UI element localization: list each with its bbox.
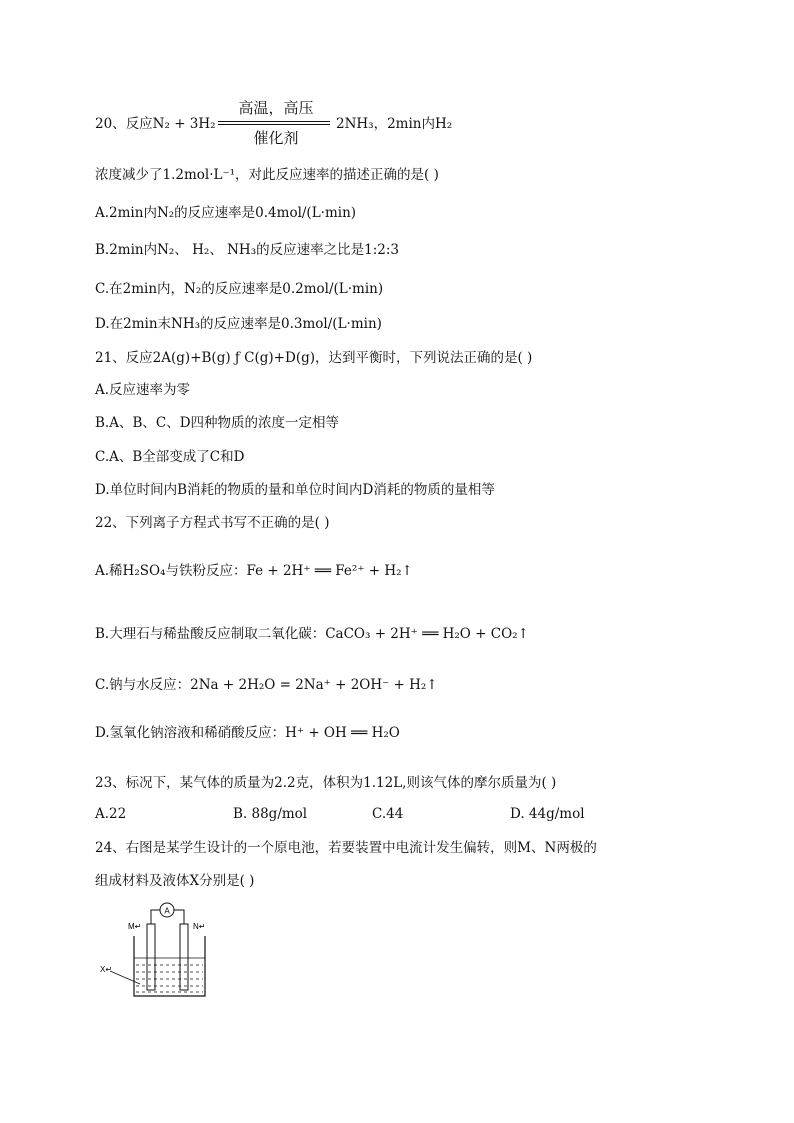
q23-option-d: D. 44g/mol	[510, 806, 585, 822]
electrode-n	[180, 924, 188, 990]
q23-option-c: C.44	[372, 806, 404, 822]
q21-option-a: A.反应速率为零	[95, 382, 191, 398]
q20-option-d: D.在2min末NH₃的反应速率是0.3mol/(L·min)	[95, 316, 382, 332]
q21-option-c: C.A、B全部变成了C和D	[95, 449, 245, 465]
label-m: M↵	[128, 922, 142, 931]
q20-option-b: B.2min内N₂、 H₂、 NH₃的反应速率之比是1:2:3	[95, 242, 399, 258]
beaker	[134, 936, 205, 996]
q20-condition-bottom: 催化剂	[253, 129, 299, 147]
q23-stem: 23、标况下，某气体的质量为2.2克，体积为1.12L,则该气体的摩尔质量为( )	[95, 775, 557, 791]
q20-arrow-top-bar	[218, 121, 330, 122]
q23-option-b: B. 88g/mol	[233, 806, 308, 822]
q20-stem: 浓度减少了1.2mol·L⁻¹，对此反应速率的描述正确的是( )	[95, 167, 439, 183]
electrode-m	[147, 924, 155, 990]
label-x: X↵	[100, 965, 113, 974]
q20-number: 20、	[95, 116, 126, 132]
q24-stem-line2: 组成材料及液体X分别是( )	[95, 873, 255, 889]
q22-option-c: C.钠与水反应：2Na + 2H₂O = 2Na⁺ + 2OH⁻ + H₂↑	[95, 677, 438, 693]
q20-condition-top: 高温，高压	[238, 99, 314, 117]
q20-equation-lead	[95, 115, 216, 133]
q22-stem: 22、下列离子方程式书写不正确的是( )	[95, 515, 330, 531]
q22-option-d: D.氢氧化钠溶液和稀硝酸反应：H⁺ + OH ══ H₂O	[95, 725, 400, 741]
label-n: N↵	[193, 922, 206, 931]
q20-arrow-bottom-bar	[218, 124, 330, 125]
q21-option-d: D.单位时间内B消耗的物质的量和单位时间内D消耗的物质的量相等	[95, 482, 495, 498]
q22-option-a: A.稀H₂SO₄与铁粉反应：Fe + 2H⁺ ══ Fe²⁺ + H₂↑	[95, 563, 413, 579]
q21-stem: 21、反应2A(g)+B(g) ƒ C(g)+D(g)，达到平衡时，下列说法正确的是( )	[95, 350, 533, 366]
q22-option-b: B.大理石与稀盐酸反应制取二氧化碳：CaCO₃ + 2H⁺ ══ H₂O + CO₂↑	[95, 626, 529, 642]
q20-option-c: C.在2min内，N₂的反应速率是0.2mol/(L·min)	[95, 281, 384, 297]
q20-reactants: 反应N₂ + 3H₂	[125, 116, 216, 132]
q24-stem-line1: 24、右图是某学生设计的一个原电池，若要装置中电流计发生偏转，则M、N两极的	[95, 840, 597, 856]
q20-products: 2NH₃，2min内H₂	[336, 116, 453, 132]
ammeter-label: A	[164, 906, 170, 916]
q23-option-a: A.22	[95, 806, 127, 822]
q20-option-a: A.2min内N₂的反应速率是0.4mol/(L·min)	[95, 205, 357, 221]
galvanic-cell-figure	[98, 896, 218, 1001]
q21-option-b: B.A、B、C、D四种物质的浓度一定相等	[95, 415, 340, 431]
